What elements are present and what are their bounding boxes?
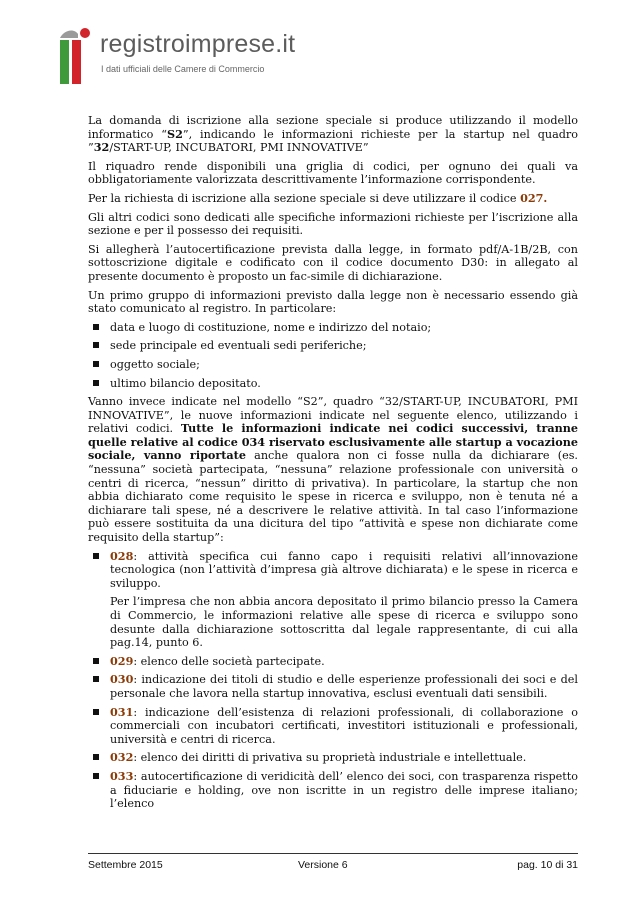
bold-statement: Tutte le informazioni indicate nei codici successivi, tranne quelle relative al codice 034 riservato esclusivamente alle startup a vocazione sociale, vanno riportate: [88, 421, 578, 463]
bullet-square-icon: [93, 361, 99, 367]
bullet-square-icon: [93, 324, 99, 330]
code-027: 027.: [520, 190, 548, 205]
paragraph: La domanda di iscrizione alla sezione speciale si produce utilizzando il modello informatico “S2”, indicando le informazioni richieste per la startup nel quadro ”32/START-UP, INCUBATORI, PMI INNOVATIVE”: [88, 114, 579, 155]
bullet-square-icon: [93, 676, 99, 682]
logo-title: registroimprese.it: [100, 30, 296, 58]
paragraph: Vanno invece indicate nel modello “S2”, quadro “32/START-UP, INCUBATORI, PMI INNOVATIVE”, le nuove informazioni indicate nel seguente elenco, utilizzando i relativi codici. Tutte le informazioni indicate nei codici successivi, tranne quelle relative al codice 034 riservato esclusivamente alle startup a vocazione sociale, vanno riportate anche qualora non ci fosse nulla da dichiarare (es. “nessuna” società partecipata, “nessuna” relazione professionale con università o centri di ricerca, “nessun” diritto di privativa). In particolare, la startup che non abbia dichiarato come requisito le spese in ricerca e sviluppo, non è tenuta né a dichiarare tali spese, né a descrivere le relative attività. In tal caso l’informazione può essere sostituita da una dicitura del tipo “attività e spese non dichiarate come requisito della startup”:: [88, 395, 578, 545]
footer-date: Settembre 2015: [88, 859, 163, 871]
footer-page-number: pag. 10 di 31: [517, 859, 578, 871]
list-item: 032: elenco dei diritti di privativa su proprietà industriale e intellettuale.: [88, 751, 578, 765]
logo-subtitle: I dati ufficiali delle Camere di Commercio: [101, 64, 265, 74]
footer-version: Versione 6: [298, 859, 348, 871]
list-item: ultimo bilancio depositato.: [88, 377, 578, 391]
bullet-square-icon: [93, 754, 99, 760]
page-footer: [88, 853, 578, 871]
paragraph: Per la richiesta di iscrizione alla sezione speciale si deve utilizzare il codice 027.: [88, 190, 548, 205]
bullet-square-icon: [93, 342, 99, 348]
bullet-list: [88, 321, 578, 390]
list-item: sede principale ed eventuali sedi periferiche;: [88, 339, 578, 353]
list-item: 031: indicazione dell’esistenza di relazioni professionali, di collaborazione o commerciali con incubatori certificati, investitori istituzionali e professionali, università e centri di ricerca.: [88, 706, 578, 747]
header: [56, 24, 356, 86]
paragraph: Un primo gruppo di informazioni previsto dalla legge non è necessario essendo già stato comunicato al registro. In particolare:: [88, 288, 578, 316]
sub-paragraph: Per l’impresa che non abbia ancora depositato il primo bilancio presso la Camera di Commercio, le informazioni relative alle spese di ricerca e sviluppo sono desunte dalla dichiarazione sottoscritta dal legale rappresentante, di cui alla pag.14, punto 6.: [110, 595, 578, 650]
list-item: 030: indicazione dei titoli di studio e delle esperienze professionali dei soci e del personale che lavora nella startup innovativa, esclusi eventuali dati sensibili.: [88, 673, 578, 700]
list-item: 028: attività specifica cui fanno capo i requisiti relativi all’innovazione tecnologica (non l’attività d’impresa già altrove dichiarata) e le spese in ricerca e sviluppo. Per l’impresa che non abbia ancora depositato il primo bilancio presso la Camera di Commercio, le informazioni relative alle spese di ricerca e sviluppo sono desunte dalla dichiarazione sottoscritta dal legale rappresentante, di cui alla pag.14, punto 6.: [88, 550, 578, 650]
list-item: 033: autocertificazione di veridicità dell’ elenco dei soci, con trasparenza rispetto a fiduciarie e holding, ove non iscritte in un registro delle imprese italiano; l’elenco: [88, 770, 578, 811]
list-item: oggetto sociale;: [88, 358, 578, 372]
paragraph: Gli altri codici sono dedicati alle specifiche informazioni richieste per l’iscrizione alla sezione e per il possesso dei requisiti.: [88, 210, 578, 238]
list-item: data e luogo di costituzione, nome e indirizzo del notaio;: [88, 321, 578, 335]
bullet-square-icon: [93, 709, 99, 715]
bullet-square-icon: [93, 380, 99, 386]
bullet-square-icon: [93, 658, 99, 664]
list-item: 029: elenco delle società partecipate.: [88, 655, 578, 669]
bullet-square-icon: [93, 553, 99, 559]
document-body: [88, 114, 578, 816]
paragraph: Il riquadro rende disponibili una griglia di codici, per ognuno dei quali va obbligatoriamente valorizzata descrittivamente l’informazione corrispondente.: [88, 159, 578, 187]
code-list: [88, 550, 578, 811]
bullet-square-icon: [93, 773, 99, 779]
paragraph: Si allegherà l’autocertificazione prevista dalla legge, in formato pdf/A-1B/2B, con sottoscrizione digitale e codificato con il codice documento D30: in allegato al presente documento è proposto un fac-simile di dichiarazione.: [88, 242, 578, 283]
registroimprese-logo-icon: [56, 24, 96, 86]
